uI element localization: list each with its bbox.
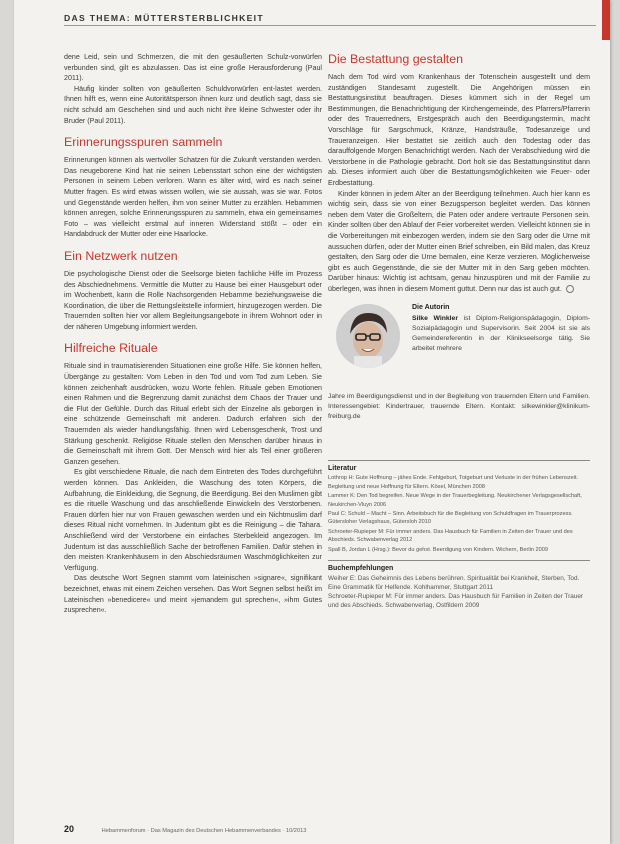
literature-item: Spall B, Jordan L (Hrsg.): Bevor du gehst. Beerdigung von Kindern. Wichern, Berlin 2009: [328, 547, 548, 554]
body-paragraph: Nach dem Tod wird vom Krankenhaus der Totenschein ausgestellt und dem zuständigen Standesamt zugestellt. Die Angehörigen müssen ein Bestattungsinstitut beauftragen. Dieses kümmert sich in der Regel um Bestimmungen, die Benachrichtigung der Kirchengemeinde, des Pfarrers/Pfarrerin oder des Trauerredners, Erstgespräch auch den Beerdigungstermin, macht Vorschläge für Sargschmuck, Kränze, Handsträuße, Todesanzeige und Traueranzeigen. Hier bestattet sie zeitlich auch den Todestag oder das darauffolgende Morgen Benachrichtigt werden. Nach der Verabschiedung wird die Verstorbene in die Pathologie gebracht. Dort holt sie das Bestattungsinstitut dann ab. Dieses informiert auch über die Bestattungsmöglichkeiten wie Feuer- oder Erdbestattung.: [328, 73, 590, 187]
author-heading: Die Autorin: [412, 304, 450, 312]
author-photo: [336, 304, 400, 368]
author-bio-continued: Jahre im Beerdigungsdienst und in der Begleitung von trauernden Eltern und Familien. Interessengebiet: Kindertrauer, trauernde Eltern. Kontakt: silkewinkler@klinikum-freiburg.de: [328, 393, 590, 421]
divider: [328, 560, 590, 561]
book-list: [328, 574, 590, 610]
header-rule: [64, 25, 596, 26]
end-mark-icon: [566, 285, 574, 293]
body-paragraph: Die psychologische Dienst oder die Seelsorge bieten fachliche Hilfe im Prozess des Abschiednehmens. Vermittle die Mutter zu Hause bei einer Hausgeburt oder im Wochenbett, kann die Rolle Nachsorgenden Hebamme beziehungsweise die Koordination, die über die Rettungsleitstelle informiert, hinzugezogen werden. Die Trauernden sollten hier vor allem Begleitungsangebote in ihrem Wohnort oder in der näheren Umgebung informiert werden.: [64, 269, 322, 331]
body-paragraph: Das deutsche Wort Segnen stammt vom lateinischen »signare«, signifikant bezeichnet, etwas mit einem Zeichen versehen. Das Wort Segnen selbst heißt im Lateinischen »benedicere« und meint »jemandem gut sprechen«, »ihm Gutes zusprechen«.: [64, 574, 322, 615]
section-heading: Die Bestattung gestalten: [328, 52, 464, 66]
intro-paragraph: dene Leid, sein und Schmerzen, die mit den gesäußerten Schulz-vorwürfen verbunden sind, gilt es abzulassen. Das ist eine große Herausforderung (Paul 2011).: [64, 53, 322, 83]
literature-item: Paul C: Schuld – Macht – Sinn. Arbeitsbuch für die Begleitung von Schuldfragen im Trauerprozess. Gütersloher Verlagshaus, Gütersloh 2010: [328, 511, 573, 526]
right-column: [328, 52, 590, 610]
footer-text: Hebammenforum · Das Magazin des Deutschen Hebammenverbandes · 10/2013: [101, 828, 307, 834]
section-tab: [602, 0, 610, 40]
body-paragraph: Erinnerungen können als wertvoller Schatzen für die Zukunft verstanden werden. Das neugeborene Kind hat nie seinen Lebensstart schon eine der wichtigsten Personen in seinem Leben verloren. Wann es älter wird, wird es nach seiner Mutter fragen. Es wird etwas wissen wollen, wie sie aussah, was sie war. Fotos und Gegenstände werden helfen, ihm von seiner Mutter zu erzählen. Hebammen können anregen, solche Erinnerungsspuren zu sammeln, etwa ein gemeinsames Foto – was vielleicht erstmal auf inneren Widerstand stößt – oder ein Handabdruck der Mutter oder eine Haarlocke.: [64, 156, 322, 239]
section-heading: Erinnerungsspuren sammeln: [64, 135, 223, 150]
left-column: [64, 52, 322, 616]
divider: [328, 460, 590, 461]
page-number: 20: [64, 824, 75, 834]
body-paragraph: Rituale sind in traumatisierenden Situationen eine große Hilfe. Sie können helfen, Übergänge zu gestalten: Vom Leben in den Tod und vom Tod zum Leben. Sie können zeichenhaft ausdrücken, wozu Worte fehlen. Rituale geben Emotionen einen Rahmen und die Begrenzung damit zunächst dem Chaos der Trauer und die Flut der Gefühle. Durch das Ritual erlebt sich der Einzelne als geborgen in eine schützende Gemeinschaft mit anderen. Dadurch erfahren sich der Trauernden als wieder handlungsfähig. Ihnen wird Lebensgeschenk, Trost und Stärkung geschenkt. Religiöse Rituale stellen den Menschen darüber hinaus in die Gemeinschaft mit ihrem Gott. Der Mensch wird hier als Teil einer größeren Ganzen gesehen.: [64, 362, 322, 466]
body-paragraph: Es gibt verschiedene Rituale, die nach dem Eintreten des Todes durchgeführt werden können. Das Ankleiden, die Waschung des toten Körpers, die Aufbahrung, die Einkleidung, die Segnung, die Beerdigung. Bei den Muslimen gibt es die rituelle Waschung und das anschließende Einwickeln des Verstorbenen. Frauen dürfen hier nur von Frauen gewaschen werden und ein Nichtmuslim darf dieses Ritual nicht vornehmen. In Judentum gibt es die Reinigung – die Tahara. Anschließend wird der Verstorbene ein einfaches Sterbekleid angezogen. Im Judentum ist das ausschließlich Sache der betroffenen Familien. Dafür stehen in den meisten Krankenhäusern in den Abschiedsräumen Waschmöglichkeiten zur Verfügung.: [64, 468, 322, 572]
body-paragraph: [328, 189, 590, 295]
body-paragraph-text: Kinder können in jedem Alter an der Beerdigung teilnehmen. Auch hier kann es wichtig sein, dass sie von einer Bezugsperson begleitet werden. Das können neben dem Vater die Großeltern, die Paten oder andere vertraute Personen sein. Kinder sollten über den Ablauf der Feier vorbereitet werden. Vielleicht können sie in die Vorbereitungen mit einbezogen werden, indem sie den Sarg oder die Urne mit aussuchen dürfen, oder der Mutter einen Brief schreiben, ein Bild malen, das Kreuz gestalten, den Sarg oder die Urne bemalen, eine Kerze verzieren. Möglicherweise gibt es auch Gegenstände, die sie der Mutter mit in den Sarg geben möchten. Darüber hinaus: Wichtig ist achtsam, genau hinzuspüren und mit der Familie zu überlegen, was ihnen in diesem Moment guttut. Denn nur das ist auch gut.: [328, 189, 590, 293]
literature-item: Lammer K: Den Tod begreifen. Neue Wege in der Trauerbegleitung. Neukirchener Verlagsgesellschaft, Neukirchen-Vluyn 2006: [328, 493, 582, 508]
section-header: DAS THEMA: MÜTTERSTERBLICHKEIT: [64, 13, 264, 23]
book-recommendations-title: Buchempfehlungen: [328, 565, 394, 573]
book-item: Weiher E: Das Geheimnis des Lebens berühren. Spiritualität bei Krankheit, Sterben, Tod. Eine Grammatik für Helfende. Kohlhammer, Stuttgart 2011: [328, 575, 580, 592]
literature-title: Literatur: [328, 465, 357, 473]
literature-item: Schroeter-Rupieper M: Für immer anders. Das Hausbuch für Familien in Zeiten der Trauer und des Abschieds. Schwabenverlag 2012: [328, 529, 573, 544]
author-name: Silke Winkler: [412, 315, 458, 323]
section-heading: Ein Netzwerk nutzen: [64, 248, 178, 263]
magazine-page: [14, 0, 610, 844]
author-bio: [412, 314, 590, 354]
author-bio-text: ist Diplom-Religionspädagogin, Diplom-Sozialpädagogin und Supervisorin. Seit 2004 ist sie als Gemeindereferentin in der Klinikseelsorge tätig. Sie arbeitet mehrere: [412, 315, 591, 353]
book-item: Schroeter-Rupieper M: Für immer anders. Das Hausbuch für Familien in Zeiten der Trauer und des Abschieds. Schwabenverlag, Ostfildern 2009: [328, 593, 584, 610]
literature-item: Lothrop H: Gute Hoffnung – jähes Ende. Fehlgeburt, Totgeburt und Verluste in der frühen Lebenszeit. Begleitung und neue Hoffnung für Eltern. Kösel, München 2008: [328, 475, 579, 490]
author-box: [328, 304, 590, 454]
page-footer: [64, 824, 580, 834]
intro-paragraph: Häufig kinder sollten von geäußerten Schuldvorwürfen ent-lastet werden. Ihnen hilft es, wenn eine Autoritätsperson ihnen kurz und deutlich sagt, dass sie nicht schuld am Geschehen sind und auch nicht ihre kleine Schwester oder ihr Bruder (Paul 2011).: [64, 84, 322, 125]
section-heading: Hilfreiche Rituale: [64, 341, 158, 356]
literature-list: [328, 474, 590, 554]
